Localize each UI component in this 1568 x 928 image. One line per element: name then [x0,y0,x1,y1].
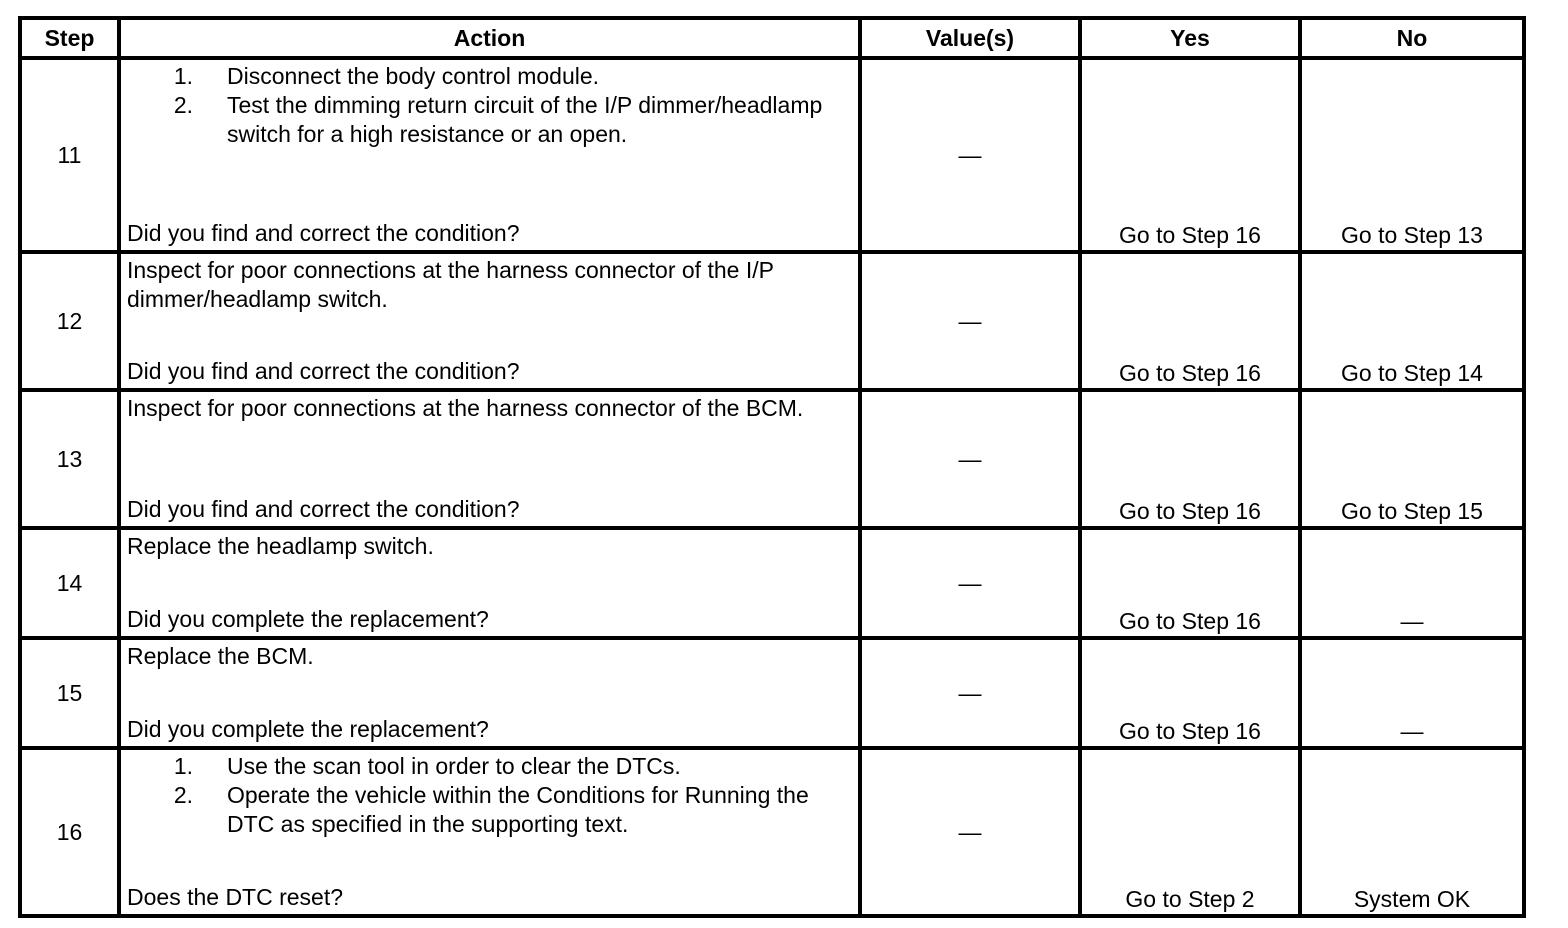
diagnostic-table [18,16,1526,918]
list-item [127,781,852,839]
no-result: — [1300,638,1524,748]
table-row [20,252,1524,390]
header-no: No [1300,18,1524,58]
action-text: Replace the headlamp switch. [127,533,434,559]
table-header-row [20,18,1524,58]
list-item-number: 1. [173,753,193,779]
action-cell [119,748,860,916]
action-question: Does the DTC reset? [127,884,344,910]
action-question: Did you complete the replacement? [127,606,489,632]
list-item-number: 1. [173,63,193,89]
action-question: Did you find and correct the condition? [127,358,520,384]
action-cell [119,390,860,528]
action-question: Did you find and correct the condition? [127,220,520,246]
step-number: 12 [20,252,119,390]
list-item-text: Disconnect the body control module. [227,63,600,89]
no-result: Go to Step 13 [1300,58,1524,252]
yes-result: Go to Step 16 [1080,252,1300,390]
list-item [127,62,852,91]
yes-result: Go to Step 16 [1080,528,1300,638]
value-cell: — [860,638,1080,748]
action-steps-list [127,752,852,839]
action-text: Replace the BCM. [127,643,314,669]
no-result: Go to Step 14 [1300,252,1524,390]
step-number: 13 [20,390,119,528]
step-number: 14 [20,528,119,638]
list-item-text: Operate the vehicle within the Conditions for Running the DTC as specified in the supporting text. [227,782,809,837]
step-number: 11 [20,58,119,252]
value-cell: — [860,528,1080,638]
table-row [20,748,1524,916]
no-result: — [1300,528,1524,638]
list-item [127,91,852,149]
header-yes: Yes [1080,18,1300,58]
action-question: Did you find and correct the condition? [127,496,520,522]
step-number: 16 [20,748,119,916]
action-cell [119,252,860,390]
yes-result: Go to Step 16 [1080,638,1300,748]
value-cell: — [860,252,1080,390]
no-result: System OK [1300,748,1524,916]
table-row [20,58,1524,252]
value-cell: — [860,390,1080,528]
table-row [20,528,1524,638]
action-cell [119,58,860,252]
value-cell: — [860,58,1080,252]
action-question: Did you complete the replacement? [127,716,489,742]
step-number: 15 [20,638,119,748]
action-cell [119,528,860,638]
action-cell [119,638,860,748]
action-text: Inspect for poor connections at the harness connector of the BCM. [127,395,804,421]
header-action: Action [119,18,860,58]
yes-result: Go to Step 16 [1080,390,1300,528]
action-text: Inspect for poor connections at the harness connector of the I/P dimmer/headlamp switch. [127,257,774,312]
header-step: Step [20,18,119,58]
list-item [127,752,852,781]
yes-result: Go to Step 16 [1080,58,1300,252]
list-item-number: 2. [173,92,193,118]
table-row [20,638,1524,748]
yes-result: Go to Step 2 [1080,748,1300,916]
header-values: Value(s) [860,18,1080,58]
action-steps-list [127,62,852,149]
value-cell: — [860,748,1080,916]
list-item-number: 2. [173,782,193,808]
table-row [20,390,1524,528]
list-item-text: Use the scan tool in order to clear the DTCs. [227,753,681,779]
list-item-text: Test the dimming return circuit of the I/P dimmer/headlamp switch for a high resistance or an open. [227,92,823,147]
no-result: Go to Step 15 [1300,390,1524,528]
